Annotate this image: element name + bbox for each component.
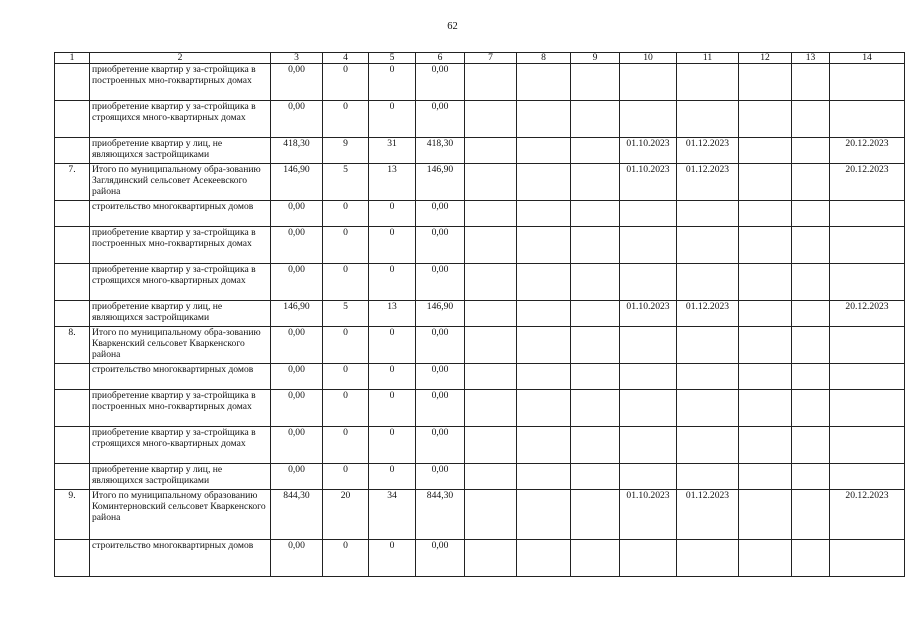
- cell-col-3: 0,00: [271, 264, 323, 301]
- cell-col-10: 01.10.2023: [620, 138, 677, 164]
- cell-col-5: 0: [369, 327, 416, 364]
- cell-col-5: 0: [369, 64, 416, 101]
- cell-col-4: 0: [323, 101, 369, 138]
- cell-col-4: 0: [323, 64, 369, 101]
- empty-cell: [739, 427, 792, 464]
- column-number: 4: [323, 53, 369, 64]
- empty-cell: [571, 164, 620, 201]
- cell-col-3: 0,00: [271, 464, 323, 490]
- cell-col-11: [677, 101, 739, 138]
- cell-col-4: 9: [323, 138, 369, 164]
- table-row: [55, 540, 905, 577]
- cell-col-1: [55, 390, 90, 427]
- empty-cell: [792, 364, 830, 390]
- cell-col-10: 01.10.2023: [620, 301, 677, 327]
- empty-cell: [792, 164, 830, 201]
- column-number: 2: [90, 53, 271, 64]
- empty-cell: [571, 227, 620, 264]
- cell-col-6: 146,90: [416, 164, 465, 201]
- cell-col-5: 0: [369, 201, 416, 227]
- empty-cell: [571, 64, 620, 101]
- cell-col-2: приобретение квартир у за-стройщика в построенных мно-гоквартирных домах: [90, 227, 271, 264]
- cell-col-5: 0: [369, 227, 416, 264]
- cell-col-4: 0: [323, 201, 369, 227]
- cell-col-3: 844,30: [271, 490, 323, 540]
- cell-col-3: 418,30: [271, 138, 323, 164]
- cell-col-4: 0: [323, 427, 369, 464]
- cell-col-11: [677, 364, 739, 390]
- empty-cell: [465, 427, 517, 464]
- empty-cell: [792, 227, 830, 264]
- cell-col-5: 0: [369, 464, 416, 490]
- table-row: [55, 390, 905, 427]
- cell-col-11: [677, 264, 739, 301]
- cell-col-10: [620, 227, 677, 264]
- cell-col-6: 0,00: [416, 201, 465, 227]
- cell-col-2: приобретение квартир у за-стройщика в построенных мно-гоквартирных домах: [90, 64, 271, 101]
- cell-col-4: 5: [323, 301, 369, 327]
- column-number: 12: [739, 53, 792, 64]
- cell-col-4: 0: [323, 464, 369, 490]
- cell-col-2: Итого по муниципальному образованию Коминтерновский сельсовет Кваркенского района: [90, 490, 271, 540]
- cell-col-11: [677, 427, 739, 464]
- cell-col-14: [830, 390, 905, 427]
- column-number: 3: [271, 53, 323, 64]
- cell-col-3: 0,00: [271, 364, 323, 390]
- empty-cell: [792, 64, 830, 101]
- empty-cell: [739, 64, 792, 101]
- cell-col-5: 0: [369, 364, 416, 390]
- empty-cell: [465, 138, 517, 164]
- cell-col-14: [830, 540, 905, 577]
- empty-cell: [571, 201, 620, 227]
- cell-col-5: 13: [369, 301, 416, 327]
- cell-col-2: строительство многоквартирных домов: [90, 540, 271, 577]
- cell-col-3: 0,00: [271, 327, 323, 364]
- cell-col-5: 34: [369, 490, 416, 540]
- cell-col-1: [55, 464, 90, 490]
- empty-cell: [739, 327, 792, 364]
- cell-col-11: [677, 64, 739, 101]
- cell-col-14: 20.12.2023: [830, 164, 905, 201]
- cell-col-11: 01.12.2023: [677, 301, 739, 327]
- cell-col-5: 0: [369, 427, 416, 464]
- empty-cell: [792, 264, 830, 301]
- empty-cell: [465, 540, 517, 577]
- cell-col-4: 0: [323, 390, 369, 427]
- cell-col-14: [830, 201, 905, 227]
- cell-col-10: [620, 464, 677, 490]
- cell-col-11: [677, 540, 739, 577]
- cell-col-10: [620, 540, 677, 577]
- empty-cell: [739, 164, 792, 201]
- empty-cell: [739, 301, 792, 327]
- empty-cell: [465, 201, 517, 227]
- empty-cell: [792, 464, 830, 490]
- empty-cell: [517, 138, 571, 164]
- cell-col-3: 0,00: [271, 390, 323, 427]
- empty-cell: [517, 364, 571, 390]
- cell-col-1: [55, 64, 90, 101]
- column-number: 1: [55, 53, 90, 64]
- table-row: [55, 264, 905, 301]
- empty-cell: [465, 364, 517, 390]
- cell-col-4: 5: [323, 164, 369, 201]
- column-number: 11: [677, 53, 739, 64]
- empty-cell: [739, 464, 792, 490]
- cell-col-10: [620, 427, 677, 464]
- empty-cell: [517, 264, 571, 301]
- empty-cell: [517, 427, 571, 464]
- empty-cell: [739, 540, 792, 577]
- cell-col-11: 01.12.2023: [677, 138, 739, 164]
- cell-col-6: 0,00: [416, 64, 465, 101]
- empty-cell: [792, 490, 830, 540]
- column-number: 13: [792, 53, 830, 64]
- table-row: [55, 364, 905, 390]
- table-row: [55, 227, 905, 264]
- empty-cell: [739, 364, 792, 390]
- empty-cell: [792, 427, 830, 464]
- cell-col-5: 13: [369, 164, 416, 201]
- cell-col-3: 0,00: [271, 201, 323, 227]
- empty-cell: [571, 364, 620, 390]
- empty-cell: [739, 201, 792, 227]
- cell-col-14: [830, 101, 905, 138]
- empty-cell: [465, 327, 517, 364]
- cell-col-1: [55, 201, 90, 227]
- empty-cell: [517, 101, 571, 138]
- empty-cell: [571, 101, 620, 138]
- cell-col-6: 0,00: [416, 327, 465, 364]
- empty-cell: [465, 264, 517, 301]
- empty-cell: [571, 327, 620, 364]
- cell-col-2: приобретение квартир у за-стройщика в строящихся много-квартирных домах: [90, 427, 271, 464]
- empty-cell: [517, 490, 571, 540]
- table-row: [55, 427, 905, 464]
- cell-col-10: 01.10.2023: [620, 164, 677, 201]
- cell-col-14: 20.12.2023: [830, 490, 905, 540]
- empty-cell: [517, 201, 571, 227]
- cell-col-6: 0,00: [416, 364, 465, 390]
- empty-cell: [465, 301, 517, 327]
- cell-col-5: 0: [369, 264, 416, 301]
- cell-col-4: 0: [323, 264, 369, 301]
- cell-col-10: [620, 201, 677, 227]
- cell-col-3: 0,00: [271, 540, 323, 577]
- empty-cell: [517, 464, 571, 490]
- column-number: 7: [465, 53, 517, 64]
- cell-col-1: [55, 101, 90, 138]
- empty-cell: [571, 427, 620, 464]
- empty-cell: [517, 64, 571, 101]
- cell-col-14: [830, 464, 905, 490]
- table-row: [55, 101, 905, 138]
- column-number: 14: [830, 53, 905, 64]
- empty-cell: [571, 301, 620, 327]
- column-number-row: [55, 53, 905, 64]
- empty-cell: [517, 540, 571, 577]
- cell-col-3: 0,00: [271, 101, 323, 138]
- cell-col-2: строительство многоквартирных домов: [90, 364, 271, 390]
- cell-col-14: 20.12.2023: [830, 138, 905, 164]
- cell-col-10: [620, 101, 677, 138]
- cell-col-3: 0,00: [271, 227, 323, 264]
- table-row: [55, 201, 905, 227]
- cell-col-14: [830, 64, 905, 101]
- table-row: [55, 164, 905, 201]
- empty-cell: [465, 64, 517, 101]
- column-number: 10: [620, 53, 677, 64]
- cell-col-6: 0,00: [416, 464, 465, 490]
- empty-cell: [571, 138, 620, 164]
- cell-col-11: [677, 390, 739, 427]
- empty-cell: [465, 101, 517, 138]
- cell-col-1: [55, 540, 90, 577]
- empty-cell: [465, 464, 517, 490]
- cell-col-5: 0: [369, 101, 416, 138]
- cell-col-4: 0: [323, 364, 369, 390]
- cell-col-1: [55, 427, 90, 464]
- empty-cell: [517, 164, 571, 201]
- cell-col-3: 146,90: [271, 301, 323, 327]
- empty-cell: [792, 390, 830, 427]
- cell-col-2: приобретение квартир у лиц, не являющихся застройщиками: [90, 301, 271, 327]
- cell-col-2: приобретение квартир у за-стройщика в строящихся много-квартирных домах: [90, 264, 271, 301]
- cell-col-4: 0: [323, 327, 369, 364]
- table-row: [55, 64, 905, 101]
- cell-col-3: 146,90: [271, 164, 323, 201]
- cell-col-2: приобретение квартир у лиц, не являющихся застройщиками: [90, 464, 271, 490]
- cell-col-5: 31: [369, 138, 416, 164]
- cell-col-14: [830, 227, 905, 264]
- cell-col-14: 20.12.2023: [830, 301, 905, 327]
- cell-col-6: 844,30: [416, 490, 465, 540]
- cell-col-3: 0,00: [271, 64, 323, 101]
- cell-col-1: 8.: [55, 327, 90, 364]
- cell-col-10: [620, 390, 677, 427]
- cell-col-2: приобретение квартир у за-стройщика в построенных мно-гоквартирных домах: [90, 390, 271, 427]
- empty-cell: [517, 327, 571, 364]
- empty-cell: [739, 138, 792, 164]
- cell-col-2: строительство многоквартирных домов: [90, 201, 271, 227]
- cell-col-1: [55, 264, 90, 301]
- empty-cell: [792, 301, 830, 327]
- cell-col-11: [677, 201, 739, 227]
- empty-cell: [465, 227, 517, 264]
- cell-col-11: [677, 227, 739, 264]
- cell-col-6: 418,30: [416, 138, 465, 164]
- cell-col-10: [620, 64, 677, 101]
- cell-col-2: приобретение квартир у лиц, не являющихся застройщиками: [90, 138, 271, 164]
- cell-col-6: 0,00: [416, 390, 465, 427]
- empty-cell: [571, 540, 620, 577]
- empty-cell: [792, 201, 830, 227]
- cell-col-2: Итого по муниципальному обра-зованию Заглядинский сельсовет Асекеевского района: [90, 164, 271, 201]
- data-table: [54, 52, 905, 577]
- cell-col-1: [55, 138, 90, 164]
- empty-cell: [571, 464, 620, 490]
- cell-col-11: [677, 327, 739, 364]
- cell-col-1: [55, 227, 90, 264]
- page-number: 62: [447, 21, 458, 32]
- table-row: [55, 327, 905, 364]
- cell-col-1: [55, 364, 90, 390]
- table-row: [55, 301, 905, 327]
- cell-col-6: 0,00: [416, 227, 465, 264]
- empty-cell: [739, 264, 792, 301]
- empty-cell: [517, 301, 571, 327]
- cell-col-10: 01.10.2023: [620, 490, 677, 540]
- empty-cell: [465, 390, 517, 427]
- cell-col-6: 146,90: [416, 301, 465, 327]
- cell-col-1: [55, 301, 90, 327]
- cell-col-2: приобретение квартир у за-стройщика в строящихся много-квартирных домах: [90, 101, 271, 138]
- cell-col-6: 0,00: [416, 427, 465, 464]
- column-number: 5: [369, 53, 416, 64]
- cell-col-10: [620, 264, 677, 301]
- cell-col-5: 0: [369, 390, 416, 427]
- cell-col-4: 0: [323, 227, 369, 264]
- table-row: [55, 464, 905, 490]
- cell-col-11: 01.12.2023: [677, 164, 739, 201]
- cell-col-14: [830, 427, 905, 464]
- empty-cell: [739, 390, 792, 427]
- cell-col-2: Итого по муниципальному обра-зованию Кваркенский сельсовет Кваркенского района: [90, 327, 271, 364]
- cell-col-4: 0: [323, 540, 369, 577]
- empty-cell: [517, 390, 571, 427]
- empty-cell: [465, 164, 517, 201]
- column-number: 9: [571, 53, 620, 64]
- cell-col-11: 01.12.2023: [677, 490, 739, 540]
- cell-col-10: [620, 364, 677, 390]
- cell-col-11: [677, 464, 739, 490]
- empty-cell: [739, 490, 792, 540]
- cell-col-3: 0,00: [271, 427, 323, 464]
- cell-col-6: 0,00: [416, 540, 465, 577]
- empty-cell: [792, 101, 830, 138]
- cell-col-10: [620, 327, 677, 364]
- column-number: 8: [517, 53, 571, 64]
- column-number: 6: [416, 53, 465, 64]
- empty-cell: [792, 327, 830, 364]
- empty-cell: [465, 490, 517, 540]
- cell-col-14: [830, 364, 905, 390]
- cell-col-1: 9.: [55, 490, 90, 540]
- cell-col-6: 0,00: [416, 101, 465, 138]
- empty-cell: [517, 227, 571, 264]
- table-row: [55, 138, 905, 164]
- cell-col-1: 7.: [55, 164, 90, 201]
- cell-col-14: [830, 327, 905, 364]
- cell-col-6: 0,00: [416, 264, 465, 301]
- cell-col-5: 0: [369, 540, 416, 577]
- cell-col-14: [830, 264, 905, 301]
- empty-cell: [571, 490, 620, 540]
- empty-cell: [739, 227, 792, 264]
- empty-cell: [571, 264, 620, 301]
- empty-cell: [739, 101, 792, 138]
- table-row: [55, 490, 905, 540]
- empty-cell: [792, 540, 830, 577]
- cell-col-4: 20: [323, 490, 369, 540]
- empty-cell: [792, 138, 830, 164]
- empty-cell: [571, 390, 620, 427]
